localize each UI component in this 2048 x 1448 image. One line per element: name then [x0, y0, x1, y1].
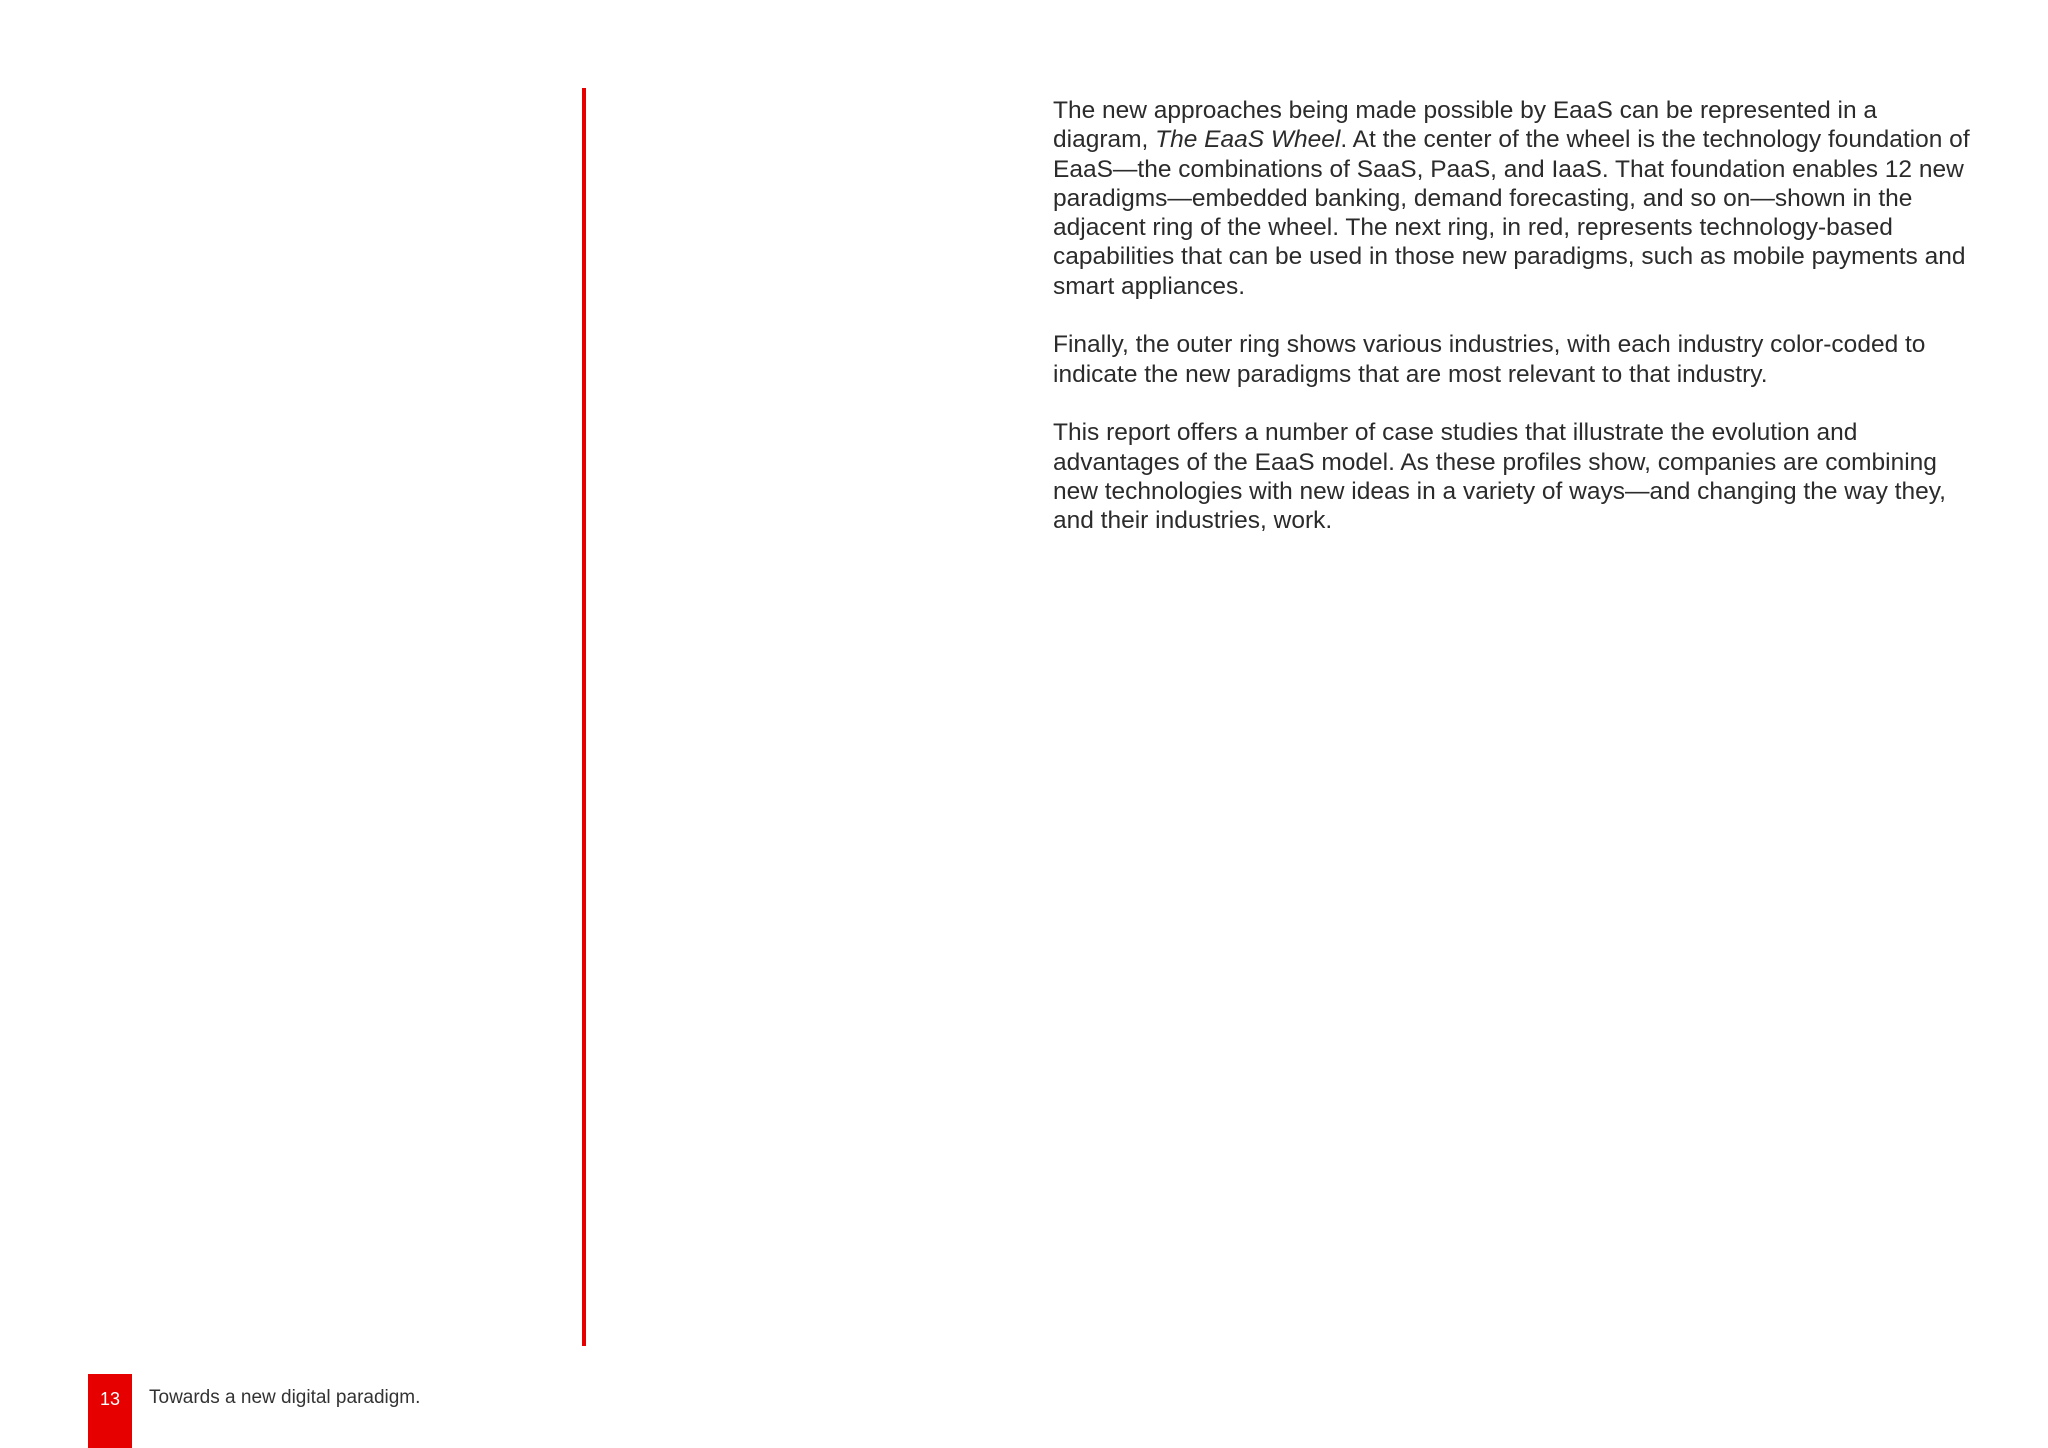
wheel-title-emphasis: The EaaS Wheel: [1155, 126, 1341, 154]
paragraph-1-start: The new approaches being made possible by EaaS can be represented in a diagram,: [1053, 97, 1878, 154]
footer-title: Towards a new digital paradigm.: [149, 1387, 421, 1408]
body-text: [1053, 96, 1973, 565]
page-number: 13: [99, 1389, 121, 1409]
paragraph-2: Finally, the outer ring shows various industries, with each industry color-coded to indicate the new paradigms that are most relevant to that industry.: [1053, 331, 1926, 388]
page-number-badge: [88, 1374, 132, 1448]
paragraph-1: [1053, 96, 1973, 301]
vertical-divider-line: [582, 88, 586, 1346]
paragraph-1-end: . At the center of the wheel is the technology foundation of EaaS—the combinations of SaaS, PaaS, and IaaS. That foundation enables 12 new paradigms—embedded banking, demand forecasting, and so on—shown in the adjacent ring of the wheel. The next ring, in red, represents technology-based capabilities that can be used in those new paradigms, such as mobile payments and smart appliances.: [1053, 126, 1970, 300]
paragraph-3: This report offers a number of case studies that illustrate the evolution and advantages of the EaaS model. As these profiles show, companies are combining new technologies with new ideas in a variety of ways—and changing the way they, and their industries, work.: [1053, 419, 1946, 535]
